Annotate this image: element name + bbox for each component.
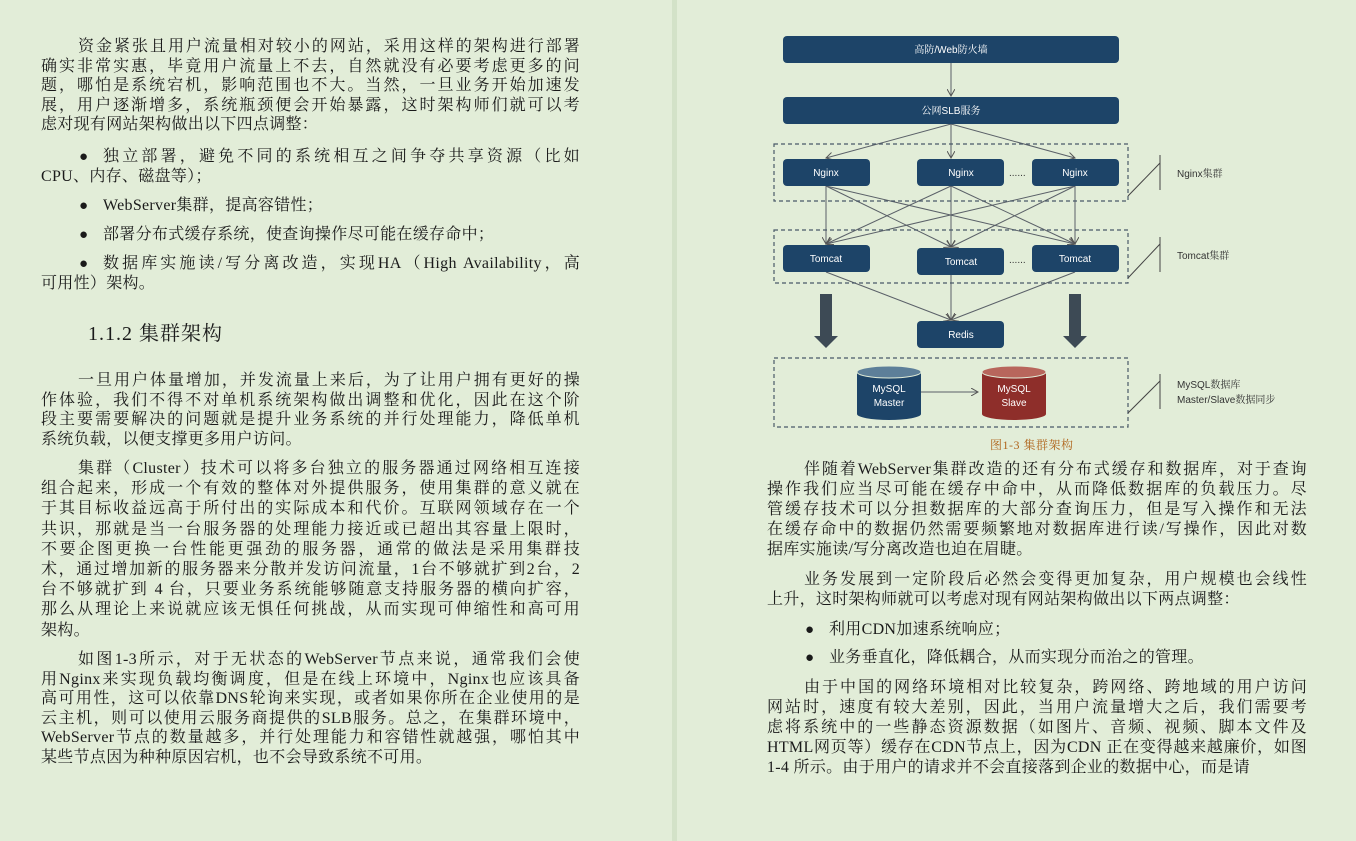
text-line: 业务垂直化，降低耦合，从而实现分而治之的管理。 (829, 649, 1204, 666)
text-line: 集群（Cluster）技术可以将多台独立的服务器通过网络相互连接 (78, 460, 580, 477)
tomcat-node (783, 245, 870, 272)
nginx-node (1032, 159, 1119, 186)
text-line: 于其目标收益远高于所付出的实际成本和代价。互联网领域存在一个 (41, 500, 580, 518)
svg-text:Tomcat: Tomcat (944, 257, 978, 268)
text-line: WebServer集群，提高容错性； (103, 197, 324, 214)
text-line: HTML网页等）缓存在CDN节点上，因为CDN 正在变得越来越廉价，如图 (767, 739, 1307, 756)
text-line: 虑对现有网站架构做出以下四点调整： (41, 116, 319, 133)
svg-text:Tomcat: Tomcat (1058, 254, 1092, 265)
text-line: 用Nginx来实现负载均衡调度，但是在线上环境中，Nginx也应该具备 (41, 670, 580, 688)
bullet-icon: ● (805, 650, 815, 666)
text-line: 架构。 (41, 621, 90, 639)
bullet-icon: ● (79, 149, 89, 165)
text-line: 如图1-3所示，对于无状态的WebServer节点来说，通常我们会使 (78, 651, 580, 668)
text-line: 组合起来，形成一个有效的整体对外提供服务，使用集群的意义就在 (41, 480, 580, 498)
tomcat-node (1032, 245, 1119, 272)
tomcat-cluster-label: Tomcat集群 (1177, 251, 1230, 262)
slb-box (783, 97, 1119, 124)
label-brackets (1128, 155, 1160, 413)
mysql-slave-cylinder (982, 366, 1046, 420)
bullet-icon: ● (79, 198, 89, 214)
bullet-icon: ● (79, 256, 89, 272)
text-line: 虑将系统中的一些静态资源数据（如图片、音频、视频、脚本文件及 (767, 719, 1307, 736)
nginx-cluster-label: Nginx集群 (1177, 169, 1223, 180)
bullet-icon: ● (79, 227, 89, 243)
text-line: 伴随着WebServer集群改造的还有分布式缓存和数据库，对于查询 (804, 461, 1307, 478)
text-line: 由于中国的网络环境相对比较复杂，跨网络、跨地域的用户访问 (804, 679, 1307, 696)
nginx-node (917, 159, 1004, 186)
text-line: 可用性）架构。 (41, 275, 156, 292)
nginx-ellipsis: ...... (1009, 168, 1026, 179)
text-line: 云主机，则可以使用云服务商提供的SLB服务。总之，在集群环境中， (41, 709, 580, 727)
figure-caption: 图1-3 集群架构 (990, 438, 1074, 452)
svg-text:Nginx: Nginx (948, 168, 974, 179)
down-arrow-icon (814, 294, 838, 348)
down-arrow-icon (1063, 294, 1087, 348)
mysql-label: MySQL数据库 (1177, 380, 1241, 391)
text-line: 管缓存技术可以分担数据库的大部分查询压力，但是写入操作和无法 (767, 501, 1307, 518)
svg-text:高防/Web防火墙: 高防/Web防火墙 (914, 45, 988, 56)
text-line: 共识，那就是当一台服务器的处理能力接近或已超出其容量上限时， (41, 520, 580, 538)
text-line: 确实非常实惠，毕竟用户流量上不去，自然就没有必要考虑更多的问 (41, 57, 580, 75)
text-line: 业务发展到一定阶段后必然会变得更加复杂，用户规模也会线性 (804, 571, 1307, 588)
nginx-node (783, 159, 870, 186)
text-line: 操作我们应当尽可能在缓存中命中，从而降低数据库的负载压力。尽 (767, 481, 1307, 498)
text-line: 在缓存命中的数据仍然需要频繁地对数据库进行读/写操作，因此对数 (767, 521, 1307, 538)
text-line: 术，通过增加新的服务器来分散并发访问流量，1台不够就扩到2台，2 (41, 561, 580, 578)
text-line: 1-4 所示。由于用户的请求并不会直接落到企业的数据中心，而是请 (767, 759, 1250, 776)
text-line: 数据库实施读/写分离改造，实现HA（High Availability，高 (103, 255, 580, 272)
text-line: 资金紧张且用户流量相对较小的网站，采用这样的架构进行部署 (78, 38, 580, 55)
text-line: 作体验，我们不得不对单机系统架构做出调整和优化，因此在这个阶 (41, 391, 580, 409)
text-line: 利用CDN加速系统响应； (829, 621, 1011, 638)
section-heading: 1.1.2 集群架构 (88, 323, 223, 345)
text-line: 独立部署，避免不同的系统相互之间争夺共享资源（比如 (103, 148, 580, 165)
svg-text:MySQL: MySQL (997, 384, 1031, 395)
svg-text:Redis: Redis (948, 330, 974, 341)
text-line: 据库实施读/写分离改造也迫在眉睫。 (767, 541, 1033, 558)
svg-text:Master: Master (873, 398, 905, 409)
text-line: 部署分布式缓存系统，使查询操作尽可能在缓存命中； (103, 226, 495, 243)
text-line: 段主要需要解决的问题就是提升业务系统的并行处理能力，降低单机 (41, 411, 580, 429)
text-line: 不要企图更换一台性能更强劲的服务器，通常的做法是采用集群技 (41, 540, 580, 558)
firewall-box (783, 36, 1119, 63)
mysql-sync-label: Master/Slave数据同步 (1177, 395, 1276, 406)
text-line: 某些节点因为种种原因宕机，也不会导致系统不可用。 (41, 749, 433, 766)
text-line: 网站时，速度有较大差别，因此，当用户流量增大之后，我们需要考 (767, 699, 1307, 716)
svg-text:Slave: Slave (1001, 398, 1027, 409)
tomcat-ellipsis: ...... (1009, 255, 1026, 266)
text-line: 那么从理论上来说就应该无惧任何挑战，从而实现可伸缩性和高可用 (41, 601, 580, 619)
text-line: 题，哪怕是系统宕机，影响范围也不大。当然，一旦业务开始加速发 (41, 77, 580, 94)
text-line: 系统负载，以便支撑更多用户访问。 (41, 431, 302, 449)
text-line: 一旦用户体量增加，并发流量上来后，为了让用户拥有更好的操 (78, 372, 580, 389)
redis-box (917, 321, 1004, 348)
tomcat-node (917, 248, 1004, 275)
svg-text:MySQL: MySQL (872, 384, 906, 395)
text-line: 高可用性，这可以依靠DNS轮询来实现，或者如果你所在企业使用的是 (41, 690, 580, 708)
text-line: 台不够就扩到 4 台，只要业务系统能够随意支持服务器的横向扩容， (41, 581, 580, 599)
svg-text:公网SLB服务: 公网SLB服务 (921, 106, 981, 117)
svg-text:Nginx: Nginx (1062, 168, 1088, 179)
text-line: 上升，这时架构师就可以考虑对现有网站架构做出以下两点调整： (767, 591, 1240, 608)
text-line: 展，用户逐渐增多，系统瓶颈便会开始暴露，这时架构师们就可以考 (41, 96, 580, 114)
bullet-icon: ● (805, 622, 815, 638)
mysql-master-cylinder (857, 366, 921, 420)
svg-text:Tomcat: Tomcat (809, 254, 843, 265)
svg-text:Nginx: Nginx (813, 168, 839, 179)
text-line: WebServer节点的数量越多，并行处理能力和容错性就越强，哪怕其中 (41, 729, 580, 747)
text-line: CPU、内存、磁盘等）； (41, 168, 212, 185)
